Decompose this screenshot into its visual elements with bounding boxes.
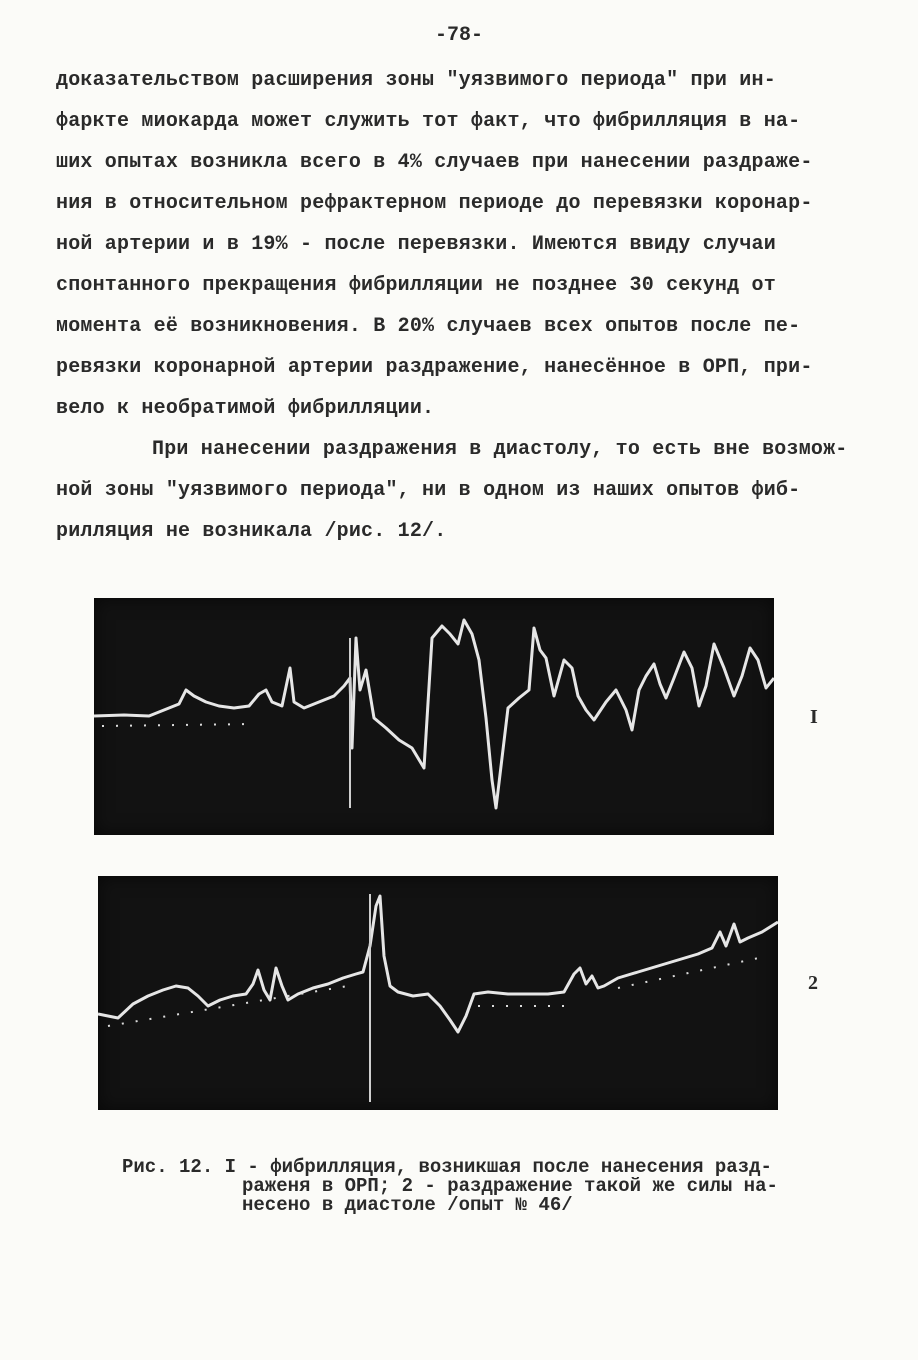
ecg-trace-1-timing-dots: [102, 724, 254, 726]
paragraph-1-line: фаркте миокарда может служить тот факт, что фибрилляция в на-: [56, 110, 801, 133]
trace-2-label: 2: [808, 972, 818, 994]
paragraph-1-line: ной артерии и в 19% - после перевязки. Имеются ввиду случаи: [56, 233, 776, 256]
paragraph-2-line: ной зоны "уязвимого периода", ни в одном из наших опытов фиб-: [56, 479, 801, 502]
paragraph-2-line: При нанесении раздражения в диастолу, то есть вне возмож-: [152, 438, 848, 461]
paragraph-1-line: вело к необратимой фибрилляции.: [56, 397, 435, 420]
caption-line: несено в диастоле /опыт № 46/: [242, 1194, 573, 1216]
paragraph-1-line: ших опытах возникла всего в 4% случаев при нанесении раздраже-: [56, 151, 813, 174]
ecg-trace-2-line: [98, 896, 778, 1032]
paragraph-1-line: момента её возникновения. В 20% случаев всех опытов после пе-: [56, 315, 801, 338]
paragraph-2-line: рилляция не возникала /рис. 12/.: [56, 520, 447, 543]
paragraph-1-line: спонтанного прекращения фибрилляции не позднее 30 секунд от: [56, 274, 776, 297]
ecg-trace-2-svg: [98, 876, 778, 1110]
ecg-trace-1-svg: [94, 598, 774, 835]
paragraph-1-line: ния в относительном рефрактерном периоде до перевязки коронар-: [56, 192, 813, 215]
ecg-trace-1-line: [94, 620, 774, 808]
page-number: -78-: [434, 24, 483, 47]
body-text: [56, 60, 856, 552]
paragraph-1-line: ревязки коронарной артерии раздражение, нанесённое в ОРП, при-: [56, 356, 813, 379]
caption-line: Рис. 12. I - фибрилляция, возникшая после нанесения разд-: [122, 1156, 772, 1178]
trace-1-label: I: [810, 706, 818, 728]
ecg-trace-2-image: [98, 876, 778, 1110]
figure-caption: [122, 1158, 862, 1215]
ecg-trace-1-image: [94, 598, 774, 835]
ecg-trace-2-timing-dots: [108, 956, 768, 1026]
paragraph-1-line: доказательством расширения зоны "уязвимого периода" при ин-: [56, 69, 776, 92]
caption-line: раженя в ОРП; 2 - раздражение такой же силы на-: [242, 1175, 778, 1197]
